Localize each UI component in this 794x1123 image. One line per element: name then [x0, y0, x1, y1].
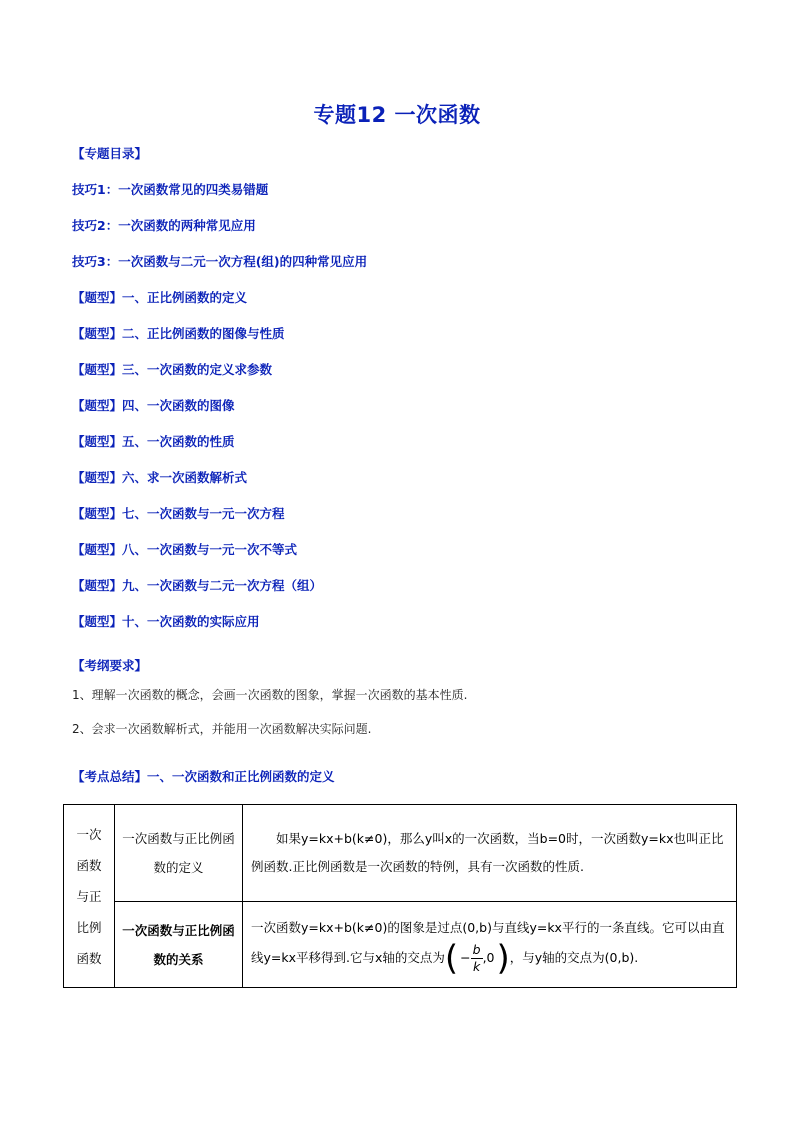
toc-item: 【题型】一、正比例函数的定义	[72, 290, 248, 305]
toc-item: 技巧2：一次函数的两种常见应用	[72, 218, 256, 233]
requirements-heading: 【考纲要求】	[72, 658, 148, 673]
toc-item: 技巧3：一次函数与二元一次方程(组)的四种常见应用	[72, 254, 368, 269]
intercept-fraction: − $\frac{b}{k}$ ,0	[460, 942, 495, 974]
requirement-item: 2、会求一次函数解析式，并能用一次函数解决实际问题.	[72, 722, 372, 736]
toc-item: 【题型】六、求一次函数解析式	[72, 470, 248, 485]
toc-item: 【题型】三、一次函数的定义求参数	[72, 362, 273, 377]
definition-text: 如果y=kx+b(k≠0)，那么y叫x的一次函数，当b=0时，一次函数y=kx也叫正比例函数.正比例函数是一次函数的特例，具有一次函数的性质.	[243, 805, 737, 902]
summary-heading: 【考点总结】一、一次函数和正比例函数的定义	[72, 769, 335, 784]
requirement-item: 1、理解一次函数的概念，会画一次函数的图象，掌握一次函数的基本性质.	[72, 688, 468, 702]
toc-item: 【题型】七、一次函数与一元一次方程	[72, 506, 285, 521]
toc-item: 【题型】九、一次函数与二元一次方程（组）	[72, 578, 323, 593]
toc-item: 【题型】五、一次函数的性质	[72, 434, 235, 449]
toc-item: 技巧1：一次函数常见的四类易错题	[72, 182, 269, 197]
toc-heading: 【专题目录】	[72, 146, 148, 161]
definition-label: 一次函数与正比例函数的定义	[115, 805, 243, 902]
toc-item: 【题型】二、正比例函数的图像与性质	[72, 326, 285, 341]
relation-label: 一次函数与正比例函数的关系	[115, 902, 243, 988]
toc-item: 【题型】十、一次函数的实际应用	[72, 614, 260, 629]
page-title: 专题12 一次函数	[313, 103, 481, 127]
definition-table	[63, 804, 737, 988]
relation-text: 一次函数y=kx+b(k≠0)的图象是过点(0,b)与直线y=kx平行的一条直线。它可以由直线y=kx平移得到.它与x轴的交点为( − $\frac{b}{k}$ ,0)，与y轴的交点为(0,b).	[243, 902, 737, 988]
table-row-header: 一次 函数 与正 比例 函数	[64, 805, 115, 988]
toc-item: 【题型】四、一次函数的图像	[72, 398, 235, 413]
toc-item: 【题型】八、一次函数与一元一次不等式	[72, 542, 298, 557]
